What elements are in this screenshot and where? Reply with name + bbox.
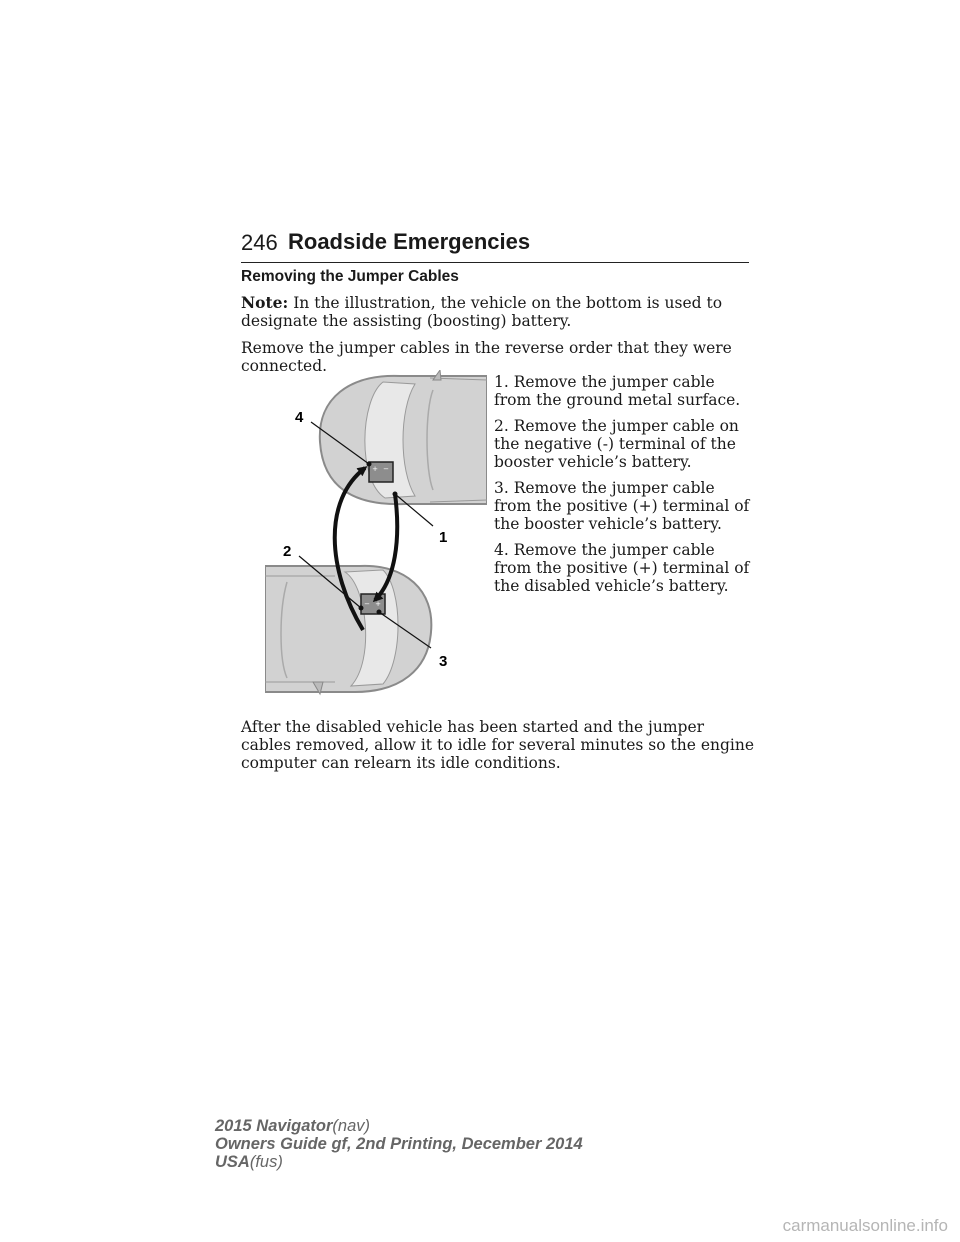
positive-sign: + bbox=[375, 600, 381, 608]
footer-model-code: (nav) bbox=[332, 1117, 370, 1135]
note-label: Note: bbox=[241, 293, 289, 312]
step-1: 1. Remove the jumper cable from the ground metal surface. bbox=[494, 373, 741, 409]
note-paragraph bbox=[241, 294, 756, 330]
footer-guide: Owners Guide gf, 2nd Printing, December 2014 bbox=[215, 1135, 583, 1153]
closing-paragraph: After the disabled vehicle has been started and the jumper cables removed, allow it to idle for several minutes so the engine computer can relearn its idle conditions. bbox=[241, 718, 755, 772]
footer-market-code: (fus) bbox=[249, 1153, 283, 1171]
note-text: In the illustration, the vehicle on the bottom is used to designate the assisting (boosting) battery. bbox=[241, 294, 723, 330]
footer-market: USA bbox=[215, 1153, 250, 1171]
jumper-cable-illustration bbox=[265, 370, 487, 696]
callout-4: 4 bbox=[295, 409, 304, 426]
page-header bbox=[241, 228, 749, 263]
callout-3: 3 bbox=[439, 653, 448, 670]
callout-2: 2 bbox=[283, 543, 292, 560]
footer-model: 2015 Navigator bbox=[215, 1117, 333, 1135]
page-number: 246 bbox=[241, 230, 278, 255]
step-2: 2. Remove the jumper cable on the negative (-) terminal of the booster vehicle’s battery. bbox=[494, 417, 739, 471]
watermark: carmanualsonline.info bbox=[782, 1216, 948, 1235]
step-3: 3. Remove the jumper cable from the positive (+) terminal of the booster vehicle’s battery. bbox=[494, 479, 750, 533]
negative-sign: − bbox=[364, 600, 370, 608]
step-4: 4. Remove the jumper cable from the positive (+) terminal of the disabled vehicle’s battery. bbox=[494, 541, 750, 595]
disabled-vehicle bbox=[320, 370, 487, 504]
subheading: Removing the Jumper Cables bbox=[241, 268, 459, 285]
negative-sign: − bbox=[383, 465, 389, 473]
positive-sign: + bbox=[372, 465, 378, 473]
section-title: Roadside Emergencies bbox=[288, 229, 531, 254]
steps-list bbox=[494, 373, 756, 603]
booster-battery bbox=[361, 594, 385, 614]
callout-1: 1 bbox=[439, 529, 448, 546]
intro-paragraph: Remove the jumper cables in the reverse order that they were connected. bbox=[241, 339, 732, 375]
document-footer bbox=[215, 1117, 583, 1171]
booster-vehicle bbox=[265, 566, 431, 694]
disabled-battery bbox=[369, 462, 393, 482]
